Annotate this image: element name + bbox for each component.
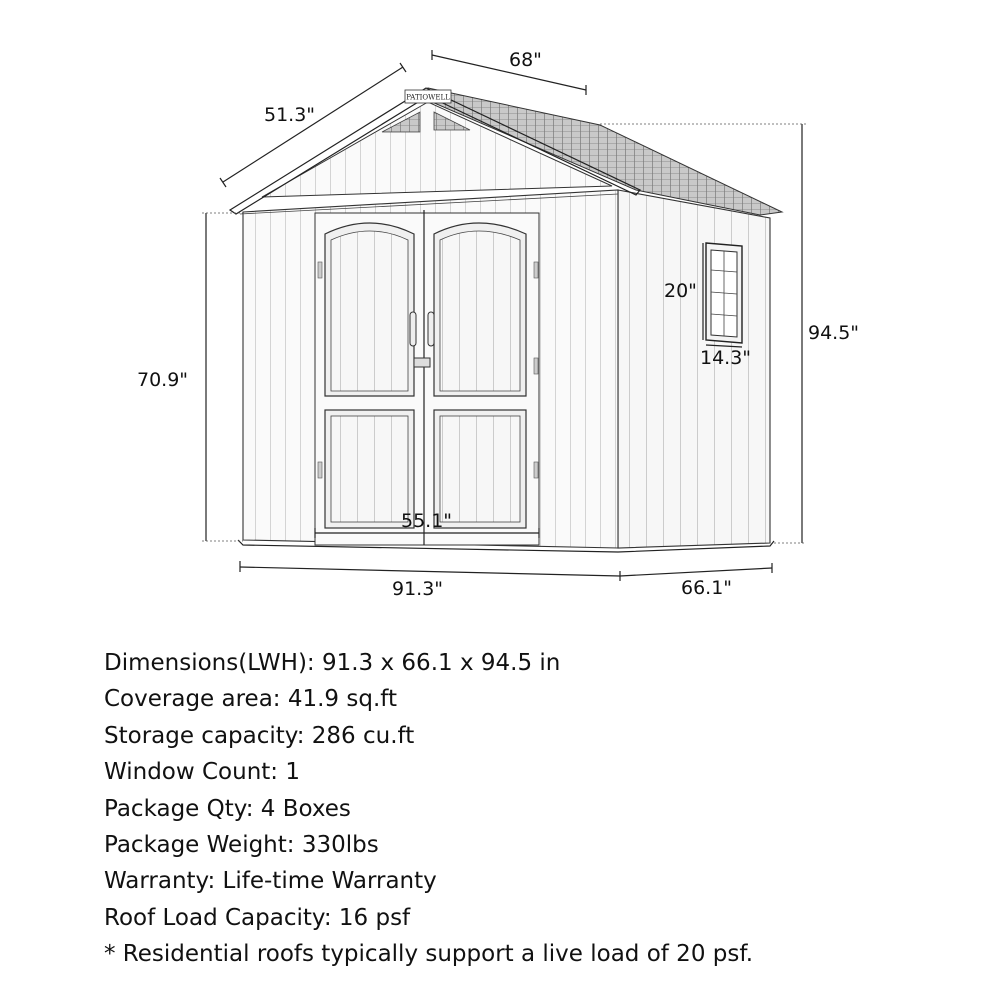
spec-footnote: * Residential roofs typically support a live load of 20 psf. <box>104 941 754 968</box>
left-door-handle <box>410 312 416 346</box>
spec-coverage-area: Coverage area: 41.9 sq.ft <box>104 686 397 713</box>
spec-storage-capacity: Storage capacity: 286 cu.ft <box>104 722 415 749</box>
window-width-label: 14.3" <box>700 347 752 369</box>
spec-warranty: Warranty: Life-time Warranty <box>104 868 437 895</box>
spec-window-count: Window Count: 1 <box>104 759 300 786</box>
length-label: 91.3" <box>392 578 444 600</box>
door-lock <box>414 358 430 367</box>
left-vent <box>382 112 420 132</box>
right-door-handle <box>428 312 434 346</box>
roof-slope-label: 51.3" <box>264 104 316 126</box>
side-window <box>706 243 742 343</box>
brand-logo: PATIOWELL <box>406 93 450 102</box>
spec-dimensions: Dimensions(LWH): 91.3 x 66.1 x 94.5 in <box>104 650 561 676</box>
side-wall <box>618 190 770 548</box>
spec-package-weight: Package Weight: 330lbs <box>104 832 379 859</box>
total-height-label: 94.5" <box>808 322 860 344</box>
shed-illustration <box>230 88 782 552</box>
width-label: 66.1" <box>681 577 733 599</box>
top-depth-label: 68" <box>509 49 542 71</box>
wall-height-label: 70.9" <box>137 369 189 391</box>
double-door <box>315 210 539 545</box>
spec-package-qty: Package Qty: 4 Boxes <box>104 795 351 822</box>
spec-list <box>104 645 964 973</box>
window-height-label: 20" <box>664 280 697 302</box>
spec-roof-load: Roof Load Capacity: 16 psf <box>104 904 411 931</box>
door-width-label: 55.1" <box>401 510 453 532</box>
